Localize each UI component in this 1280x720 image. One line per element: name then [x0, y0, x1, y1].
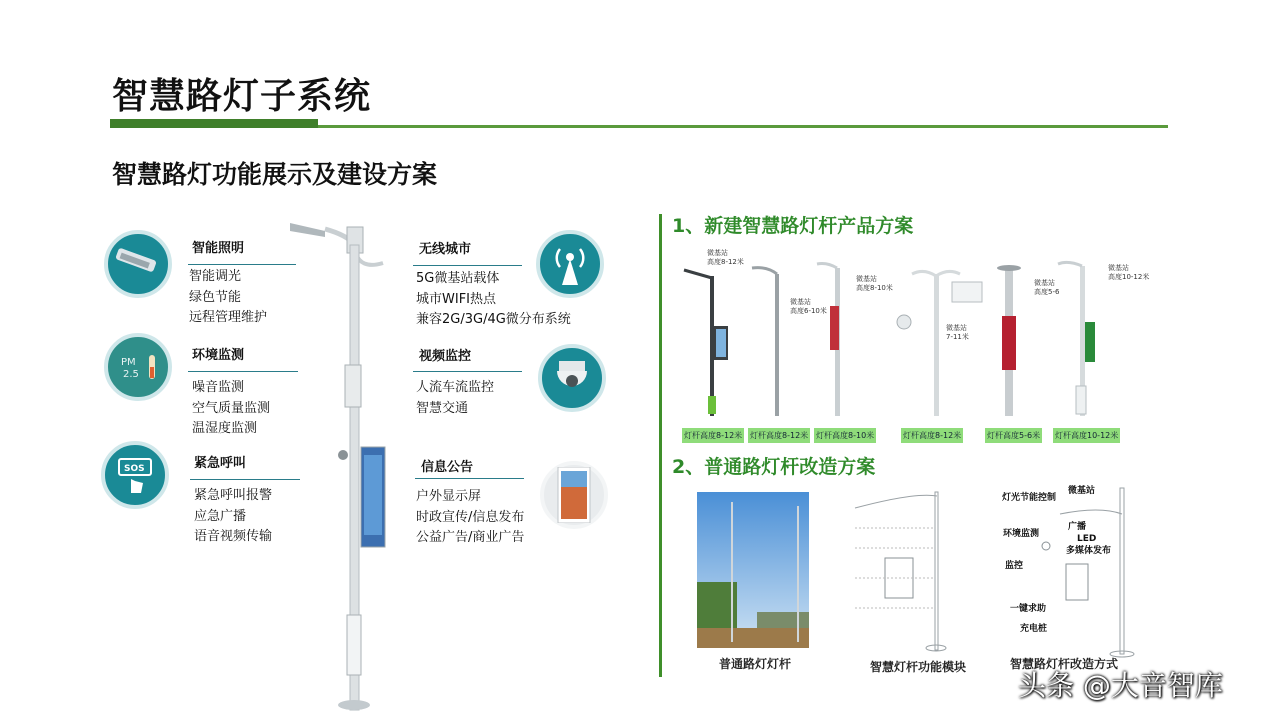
sos-button-icon	[101, 441, 169, 509]
feature-item: 时政宣传/信息发布	[416, 509, 525, 525]
feature-item: 绿色节能	[189, 289, 242, 305]
feature-title: 智能照明	[192, 241, 245, 256]
feature-divider	[413, 265, 522, 266]
feature-item: 语音视频传输	[194, 529, 273, 544]
diagram-label: 一键求助	[1010, 604, 1047, 614]
feature-divider	[413, 371, 522, 372]
wireless-tower-icon	[536, 230, 604, 298]
feature-items	[192, 378, 270, 440]
smart-pole-illustration	[285, 215, 395, 715]
feature-item: 应急广播	[194, 508, 247, 524]
feature-divider	[415, 478, 524, 479]
feature-item: 温湿度监测	[192, 421, 258, 436]
pole-note: 微基站 高度8-12米	[707, 249, 744, 266]
feature-title: 信息公告	[421, 460, 474, 475]
diagram-label: 环境监测	[1003, 529, 1040, 539]
feature-title: 无线城市	[419, 242, 472, 257]
feature-divider	[190, 479, 300, 480]
pole-height-label: 灯杆高度10-12米	[1053, 428, 1120, 443]
diagram-label: 灯光节能控制	[1002, 493, 1057, 503]
feature-item: 远程管理维护	[189, 310, 268, 325]
diagram-label: 广播	[1068, 522, 1087, 532]
feature-items	[194, 486, 272, 548]
page-title: 智慧路灯子系统	[112, 76, 372, 117]
feature-title: 环境监测	[192, 348, 245, 363]
pole-height-label: 灯杆高度5-6米	[985, 428, 1042, 443]
pole-height-label: 灯杆高度8-12米	[682, 428, 744, 443]
street-lamp-icon	[104, 230, 172, 298]
diagram-label: 监控	[1005, 561, 1024, 571]
feature-item: 紧急呼叫报警	[194, 488, 273, 503]
pole-note: 微基站 高度10-12米	[1108, 264, 1150, 281]
feature-item: 公益广告/商业广告	[416, 530, 525, 545]
svg-text:SOS: SOS	[124, 464, 145, 474]
pole-height-label: 灯杆高度8-12米	[901, 428, 963, 443]
feature-items	[416, 487, 524, 549]
dome-camera-icon	[538, 344, 606, 412]
feature-item: 城市WIFI热点	[416, 291, 496, 307]
pole-note: 微基站 7-11米	[946, 324, 969, 341]
caption-ordinary-pole: 普通路灯灯杆	[719, 657, 792, 671]
feature-item: 空气质量监测	[192, 400, 271, 416]
module-schematic	[845, 488, 970, 653]
pole-note: 微基站 高度8-10米	[856, 275, 893, 292]
pole-height-label: 灯杆高度8-12米	[748, 428, 810, 443]
section1-title: 1、新建智慧路灯杆产品方案	[672, 215, 914, 237]
feature-item: 智能调光	[189, 269, 242, 284]
feature-items	[416, 378, 494, 419]
watermark: 头条 @大音智库	[1018, 669, 1223, 702]
feature-item: 智慧交通	[416, 400, 469, 416]
display-screen-icon	[540, 461, 608, 529]
feature-item: 噪音监测	[192, 380, 245, 395]
feature-divider	[188, 264, 296, 265]
svg-text:PM: PM	[121, 357, 136, 368]
new-pole-products	[672, 256, 1152, 426]
diagram-label: 充电桩	[1020, 624, 1048, 634]
section2-title: 2、普通路灯杆改造方案	[672, 456, 876, 478]
feature-item: 兼容2G/3G/4G微分布系统	[416, 312, 571, 327]
diagram-label: 多媒体发布	[1066, 546, 1112, 556]
feature-item: 5G微基站载体	[416, 271, 500, 286]
diagram-label: 微基站	[1068, 486, 1096, 496]
feature-title: 紧急呼叫	[194, 456, 247, 471]
page-subtitle: 智慧路灯功能展示及建设方案	[112, 160, 438, 189]
caption-retrofit: 智慧路灯杆改造方式	[1010, 657, 1119, 671]
feature-item: 户外显示屏	[416, 489, 482, 504]
pm25-sensor-icon	[104, 333, 172, 401]
title-divider-accent	[110, 119, 318, 128]
pole-note: 微基站 高度6-10米	[790, 298, 827, 315]
pole-height-label: 灯杆高度8-10米	[814, 428, 876, 443]
section-vertical-bar	[659, 214, 662, 677]
feature-divider	[188, 371, 298, 372]
diagram-label: LED	[1077, 534, 1097, 544]
caption-function-module: 智慧灯杆功能模块	[870, 660, 967, 674]
svg-text:2.5: 2.5	[123, 369, 139, 380]
feature-item: 人流车流监控	[416, 380, 495, 395]
feature-items	[189, 267, 267, 329]
feature-title: 视频监控	[419, 349, 472, 364]
ordinary-pole-photo	[697, 492, 809, 648]
pole-note: 微基站 高度5-6	[1034, 279, 1060, 296]
